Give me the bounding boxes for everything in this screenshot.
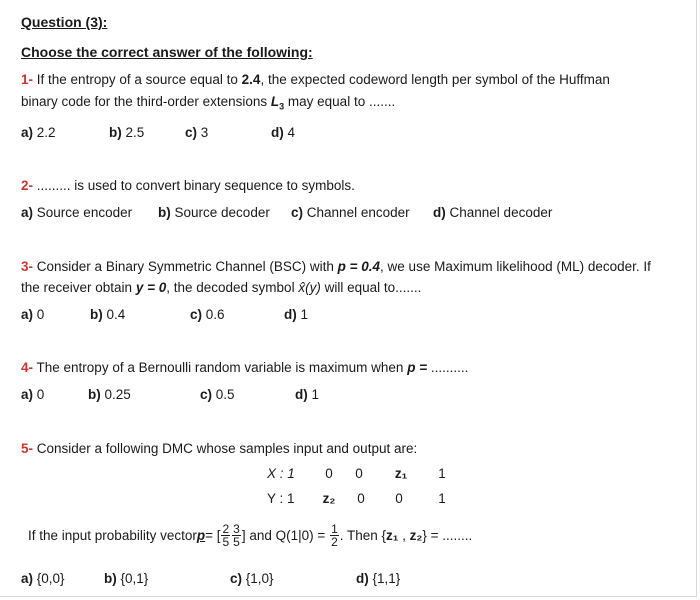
dmc-y-label: Y : 1 [267,491,295,506]
q1-number: 1- [21,72,34,87]
question-title: Question (3): [21,14,108,30]
q5-option-a[interactable]: a) {0,0} [21,571,65,586]
dmc-y-1: 0 [357,491,365,506]
dmc-x-1: 0 [355,466,363,481]
frac-2-5: $\frac{2}{5}$ [222,522,230,549]
q1-option-c[interactable]: c) 3 [185,125,209,140]
q1-option-b[interactable]: b) 2.5 [109,125,145,140]
q4-number: 4- [21,360,34,375]
q3-line2: the receiver obtain y = 0, the decoded symbol x̂(y) will equal to....... [21,280,422,295]
q2-option-a[interactable]: a) Source encoder [21,205,133,220]
q2-text: 2- ......... is used to convert binary sequence to symbols. [21,178,355,193]
q1-entropy: 2.4 [241,72,261,87]
dmc-y-2: 0 [395,491,403,506]
q3-number: 3- [21,259,34,274]
q1-option-a[interactable]: a) 2.2 [21,125,56,140]
q2-option-d[interactable]: d) Channel decoder [433,205,553,220]
q1-option-d[interactable]: d) 4 [271,125,296,140]
dmc-y-3: 1 [438,491,446,506]
dmc-x-2: z₁ [394,466,408,481]
q5-option-c[interactable]: c) {1,0} [230,571,274,586]
q5-option-b[interactable]: b) {0,1} [104,571,149,586]
dmc-x-3: 1 [438,466,446,481]
instruction: Choose the correct answer of the following: [21,44,313,60]
q4-option-c[interactable]: c) 0.5 [200,387,235,402]
frac-3-5: $\frac{3}{5}$ [233,522,240,549]
q5-text: 5- Consider a following DMC whose samples input and output are: [21,441,418,456]
dmc-x-0: 0 [325,466,333,481]
q3-option-c[interactable]: c) 0.6 [190,307,225,322]
q5-option-d[interactable]: d) {1,1} [356,571,401,586]
q1-line1: 1- If the entropy of a source equal to 2.4, the expected codeword length per symbol of the Huffman [21,72,610,87]
q3-line1: 3- Consider a Binary Symmetric Channel (BSC) with p = 0.4, we use Maximum likelihood (ML) decoder. If [21,259,651,274]
q4-option-d[interactable]: d) 1 [295,387,320,402]
q4-option-a[interactable]: a) 0 [21,387,45,402]
q3-option-a[interactable]: a) 0 [21,307,45,322]
q5-probability-line: If the input probability vector p = [ $\frac{2}{5}$ $\frac{3}{5}$ ] and Q(1|0) = $\frac{1}{2}$ . Then { z₁ , z₂ } = ........ [28,522,473,549]
q4-option-b[interactable]: b) 0.25 [88,387,131,402]
q2-option-c[interactable]: c) Channel encoder [291,205,410,220]
q3-option-d[interactable]: d) 1 [284,307,309,322]
frac-1-2: $\frac{1}{2}$ [331,522,338,549]
q4-text: 4- The entropy of a Bernoulli random variable is maximum when p = .......... [21,360,469,375]
dmc-y-0: z₂ [322,491,336,506]
q1-line2: binary code for the third-order extensions $L_3$ may equal to ....... [21,94,396,112]
q2-number: 2- [21,178,34,193]
dmc-x-label: X : 1 [267,466,295,481]
q2-option-b[interactable]: b) Source decoder [158,205,270,220]
q3-option-b[interactable]: b) 0.4 [90,307,126,322]
q5-number: 5- [21,441,34,456]
